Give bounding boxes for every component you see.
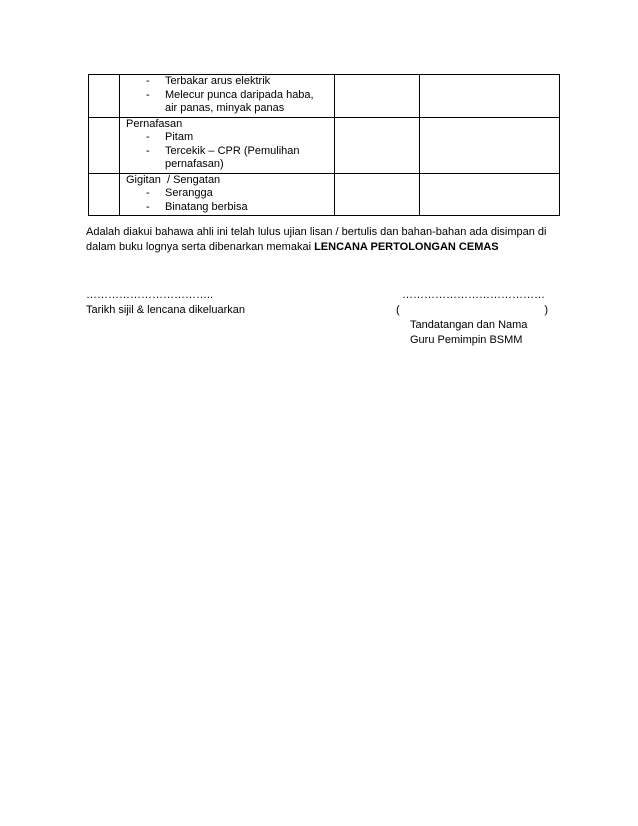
list-item: - Melecur punca daripada haba, air panas, minyak panas <box>146 88 314 114</box>
list-item: - Tercekik – CPR (Pemulihan pernafasan) <box>146 144 300 170</box>
table-row <box>89 75 560 118</box>
item-cell <box>120 75 335 118</box>
group-title: Pernafasan <box>126 117 183 130</box>
badge-name: LENCANA PERTOLONGAN CEMAS <box>314 241 499 253</box>
signature-label-line2: Guru Pemimpin BSMM <box>410 334 523 346</box>
date-cell <box>335 75 420 118</box>
date-cell <box>335 173 420 216</box>
table-row <box>89 117 560 173</box>
signature-cell <box>420 117 560 173</box>
issue-date-label: Tarikh sijil & lencana dikeluarkan <box>86 304 245 316</box>
number-cell <box>89 117 120 173</box>
signature-parentheses: ( ) <box>396 304 548 316</box>
issue-date-block <box>86 288 245 318</box>
list-item: - Serangga <box>146 187 213 199</box>
list-item: - Terbakar arus elektrik <box>146 75 271 87</box>
item-cell <box>120 173 335 216</box>
certification-statement: Adalah diakui bahawa ahli ini telah lulus ujian lisan / bertulis dan bahan-bahan ada disimpan di dalam buku lognya serta dibenarkan memakai LENCANA PERTOLONGAN CEMAS <box>86 226 547 253</box>
signature-cell <box>420 75 560 118</box>
signature-cell <box>420 173 560 216</box>
signature-block <box>396 288 556 348</box>
issue-date-line: …………………………….. <box>86 289 214 301</box>
signature-line: ………………………………… <box>402 289 545 301</box>
list-item: - Binatang berbisa <box>146 200 248 213</box>
date-cell <box>335 117 420 173</box>
signature-label-line1: Tandatangan dan Nama <box>410 319 528 331</box>
item-cell <box>120 117 335 173</box>
first-aid-checklist-table <box>88 74 560 216</box>
number-cell <box>89 75 120 118</box>
group-title: Gigitan / Sengatan <box>126 173 221 186</box>
table-row <box>89 173 560 216</box>
number-cell <box>89 173 120 216</box>
list-item: - Pitam <box>146 131 194 143</box>
